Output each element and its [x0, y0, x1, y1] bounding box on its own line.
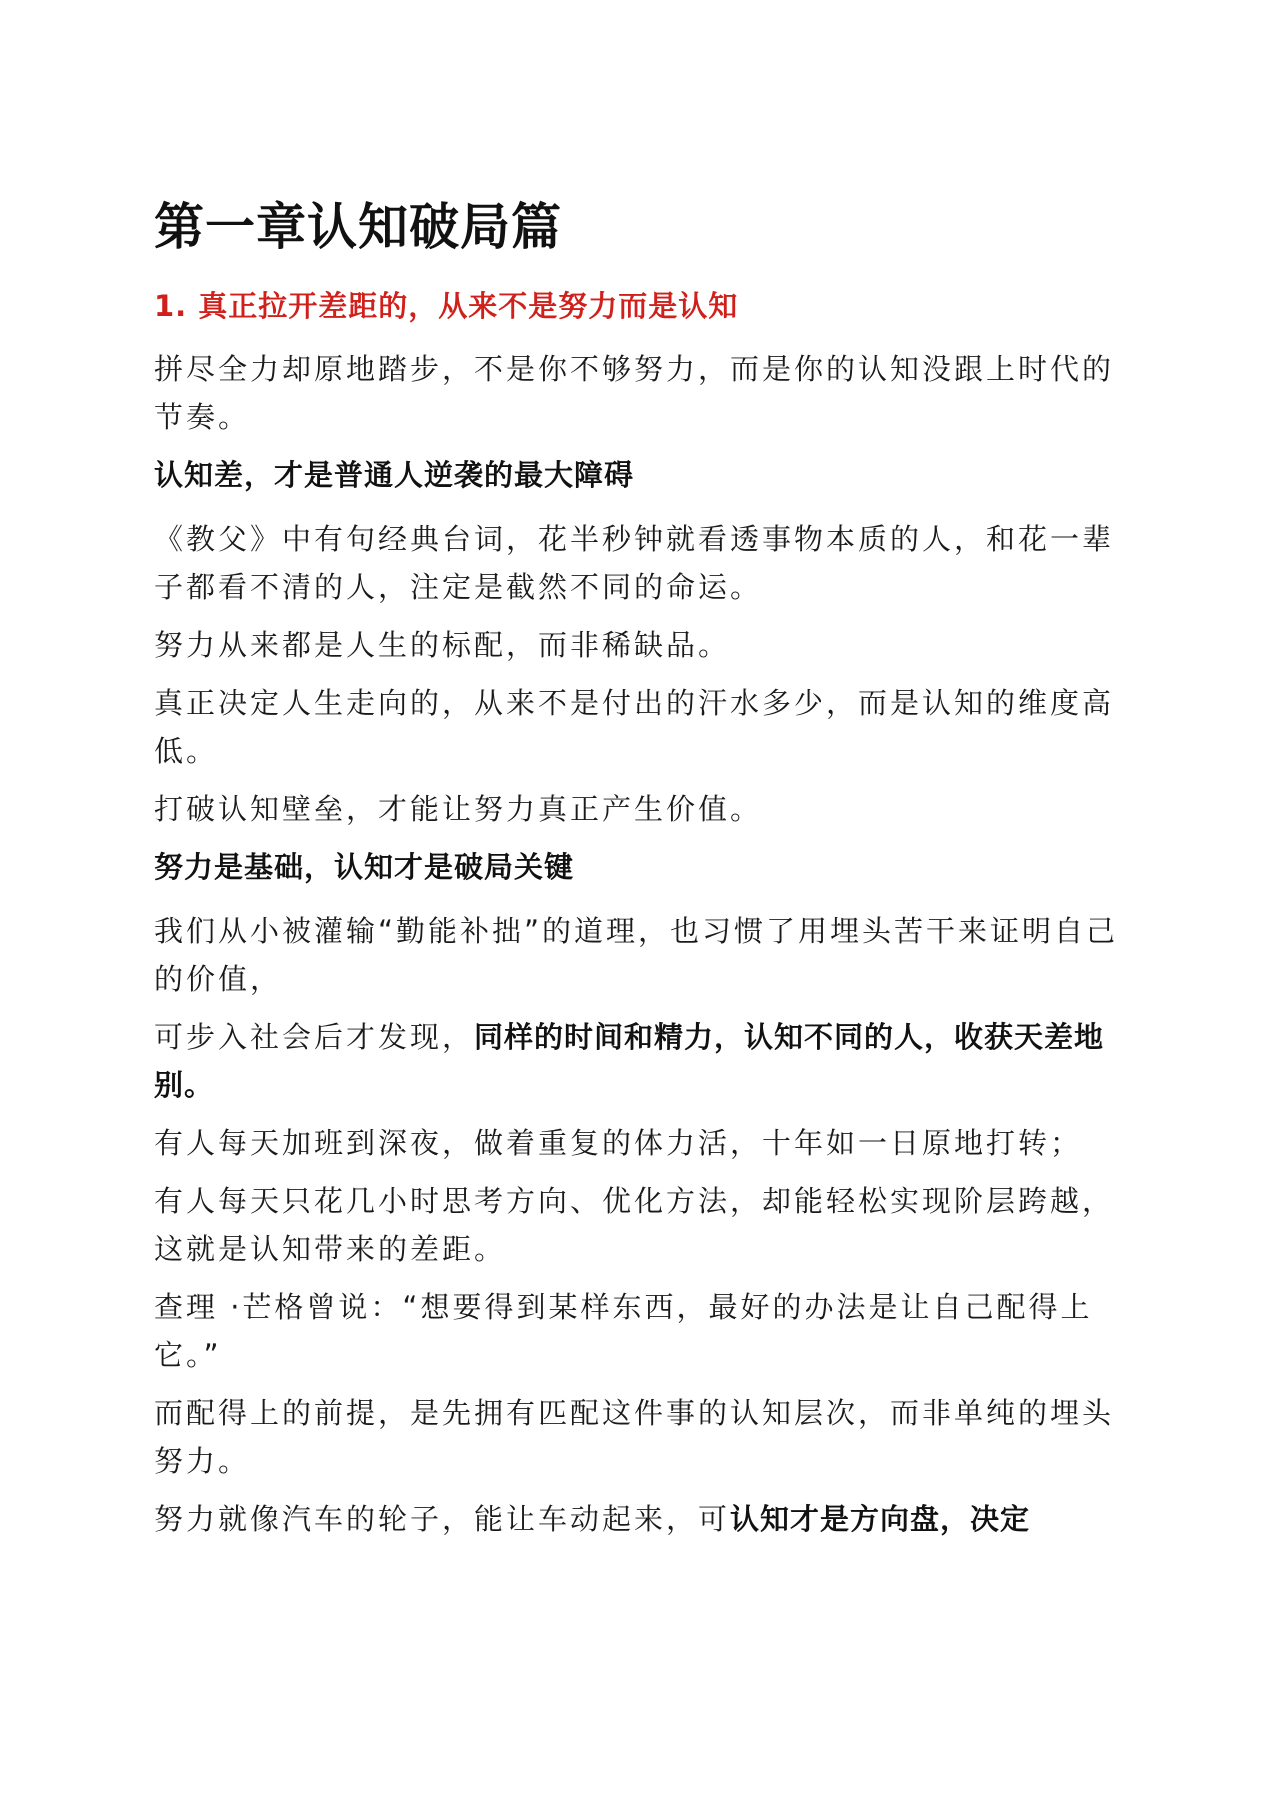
sub-heading: 认知差，才是普通人逆袭的最大障碍: [154, 458, 635, 492]
paragraph-mixed: [154, 1013, 1124, 1109]
paragraph-plain-text: 努力就像汽车的轮子，能让车动起来，可: [154, 1502, 731, 1536]
paragraph-bold-text: 认知才是方向盘，决定: [730, 1502, 1031, 1536]
sub-heading: 努力是基础，认知才是破局关键: [154, 850, 575, 884]
paragraph: 而配得上的前提，是先拥有匹配这件事的认知层次，而非单纯的埋头努力。: [154, 1396, 1115, 1478]
paragraph: 我们从小被灌输“勤能补拙”的道理，也习惯了用埋头苦干来证明自己的价值，: [154, 914, 1119, 996]
section-heading: 1. 真正拉开差距的，从来不是努力而是认知: [154, 289, 739, 323]
paragraph: 打破认知壁垒，才能让努力真正产生价值。: [154, 792, 763, 826]
document-page: [154, 195, 1124, 1553]
chapter-title: 第一章认知破局篇: [154, 198, 562, 256]
paragraph: 真正决定人生走向的，从来不是付出的汗水多少，而是认知的维度高低。: [154, 686, 1115, 768]
paragraph: 有人每天只花几小时思考方向、优化方法，却能轻松实现阶层跨越，这就是认知带来的差距。: [154, 1184, 1115, 1266]
paragraph: 努力从来都是人生的标配，而非稀缺品。: [154, 628, 731, 662]
paragraph-plain-text: 可步入社会后才发现，: [154, 1020, 475, 1054]
paragraph-bold-text: 同样的时间和精力，认知不同的人，收获天差地别。: [154, 1020, 1105, 1102]
paragraph: 拼尽全力却原地踏步，不是你不够努力，而是你的认知没跟上时代的节奏。: [154, 352, 1115, 434]
paragraph: 《教父》中有句经典台词，花半秒钟就看透事物本质的人，和花一辈子都看不清的人，注定是截然不同的命运。: [154, 522, 1115, 604]
paragraph: 查理 ·芒格曾说：“想要得到某样东西，最好的办法是让自己配得上它。”: [154, 1290, 1093, 1372]
paragraph: 有人每天加班到深夜，做着重复的体力活，十年如一日原地打转；: [154, 1126, 1083, 1160]
paragraph-mixed: [154, 1495, 1124, 1543]
